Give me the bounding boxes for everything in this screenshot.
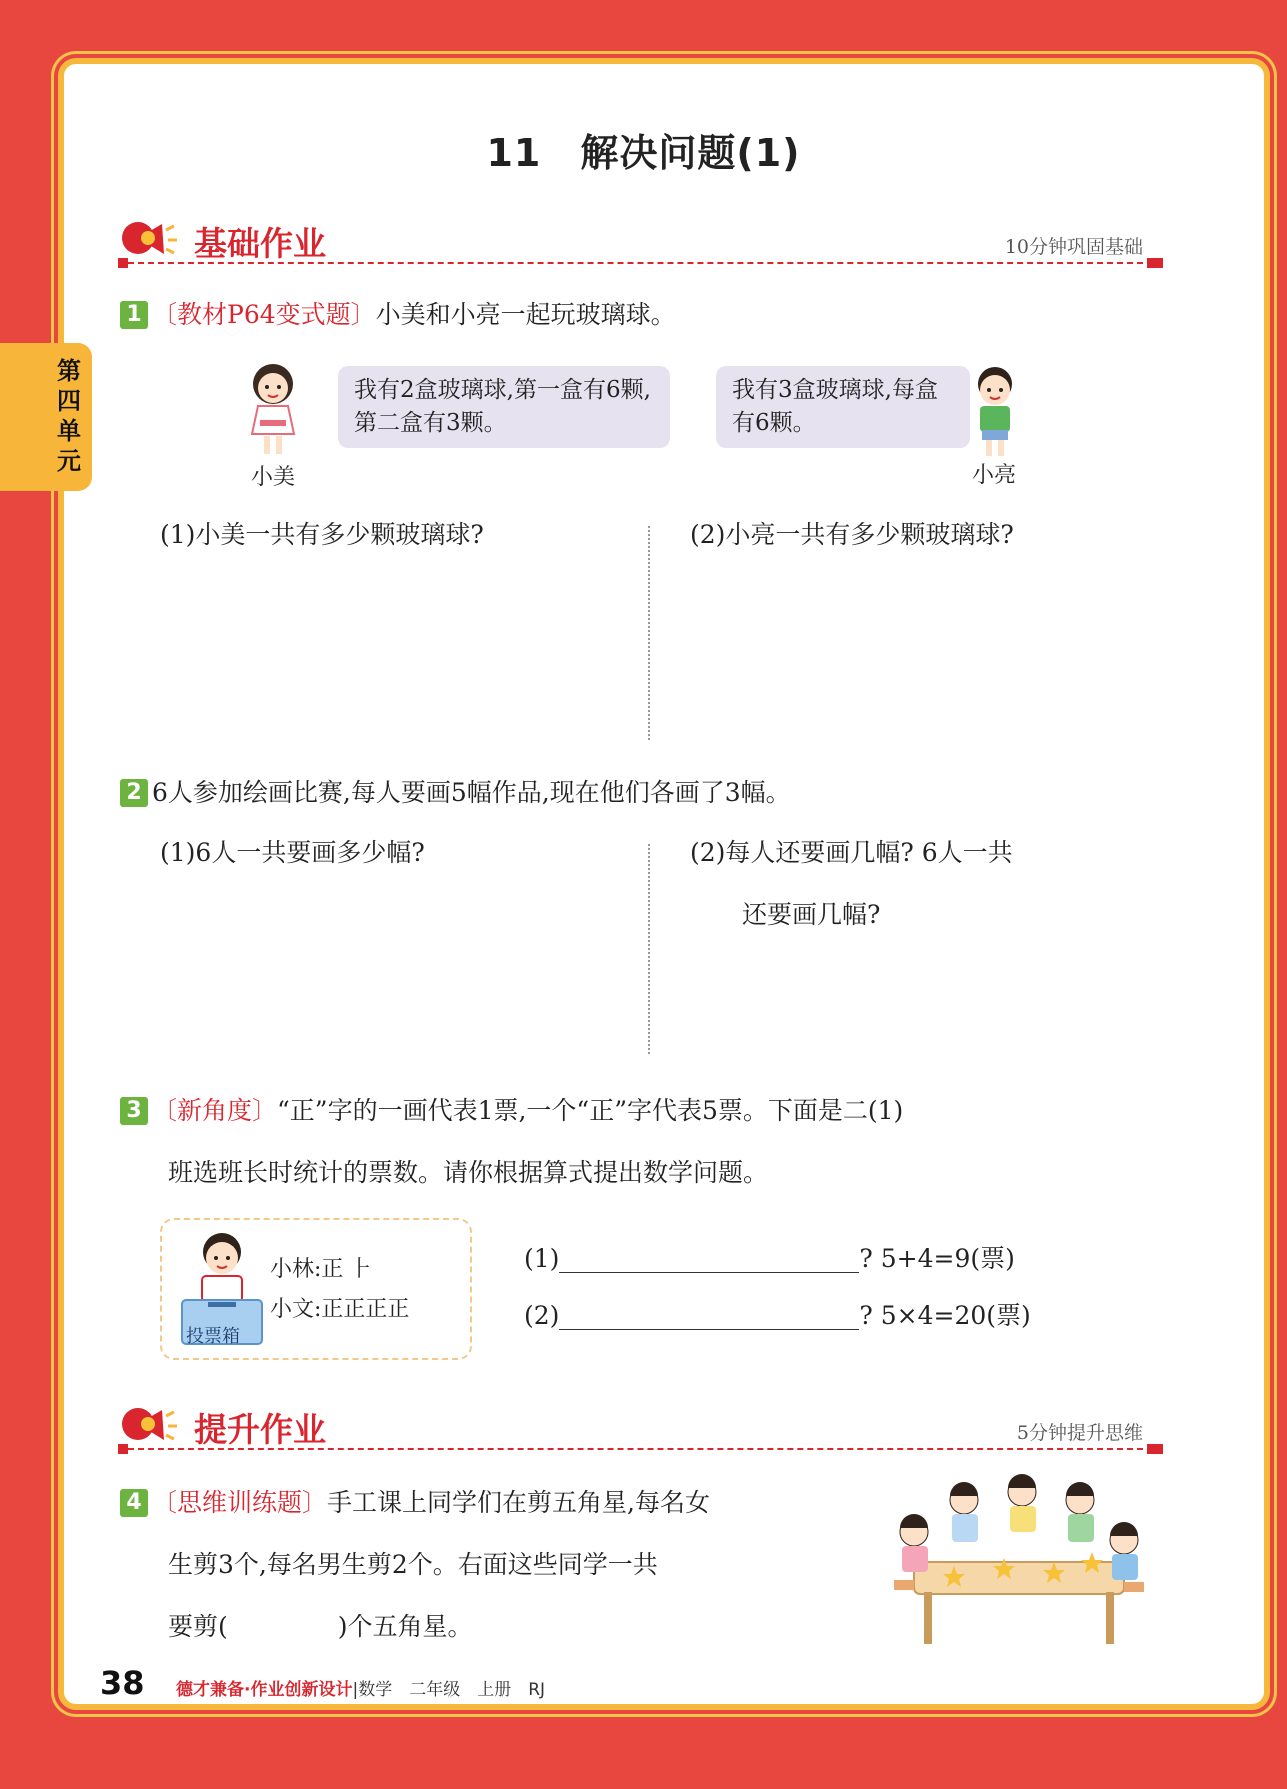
question-text: “正”字的一画代表1票,一个“正”字代表5票。下面是二(1)	[277, 1096, 904, 1125]
section-basic-title: 基础作业	[194, 224, 326, 263]
section-advanced-divider	[118, 1448, 1163, 1450]
page-number: 38	[100, 1664, 145, 1702]
question-text: 6人参加绘画比赛,每人要画5幅作品,现在他们各画了3幅。	[152, 778, 791, 807]
divider-cap	[118, 258, 128, 268]
question-text: 手工课上同学们在剪五角星,每名女	[327, 1488, 710, 1517]
q4-answer-close: )个五角星。	[337, 1612, 473, 1641]
question-4-line2: 生剪3个,每名男生剪2个。右面这些同学一共	[168, 1550, 658, 1579]
q3-item2	[524, 1297, 1031, 1335]
answer-blank-2[interactable]	[559, 1301, 859, 1330]
section-basic-header	[118, 214, 1163, 274]
divider-cap	[1147, 1444, 1163, 1454]
question-3-line2: 班选班长时统计的票数。请你根据算式提出数学问题。	[168, 1158, 769, 1187]
classroom-table-illustration	[884, 1470, 1154, 1650]
answer-blank-1[interactable]	[559, 1244, 859, 1273]
unit-tab-label: 第四单元	[57, 357, 81, 475]
q2-sub2-line1: (2)每人还要画几幅? 6人一共	[690, 838, 1013, 867]
q3-item2-formula: ? 5×4=20(票)	[859, 1301, 1031, 1330]
girl-illustration	[238, 358, 308, 458]
section-advanced-note: 5分钟提升思维	[1016, 1422, 1143, 1444]
bell-icon	[118, 216, 178, 264]
speech-bubble-right: 我有3盒玻璃球,每盒有6颗。	[716, 366, 970, 448]
tally-xiaowen: 小文:正正正正	[270, 1297, 410, 1322]
question-tag: 〔思维训练题〕	[152, 1488, 328, 1517]
question-number: 1	[120, 301, 148, 329]
q1-divider	[648, 526, 650, 740]
divider-cap	[1147, 258, 1163, 268]
q3-item1-formula: ? 5+4=9(票)	[859, 1244, 1015, 1273]
q2-sub1: (1)6人一共要画多少幅?	[160, 838, 425, 867]
section-basic-divider	[118, 262, 1163, 264]
divider-cap	[118, 1444, 128, 1454]
section-basic-note: 10分钟巩固基础	[1004, 236, 1143, 258]
footer-book-info: |数学 二年级 上册 RJ	[352, 1680, 546, 1700]
question-tag: 〔新角度〕	[152, 1096, 278, 1125]
q3-item1-label: (1)	[524, 1244, 560, 1273]
q2-sub2-line2: 还要画几幅?	[742, 900, 881, 929]
question-number: 2	[120, 779, 148, 807]
bell-icon	[118, 1402, 178, 1450]
q4-answer-open: 要剪(	[168, 1612, 228, 1641]
q3-item2-label: (2)	[524, 1301, 560, 1330]
girl-name: 小美	[251, 465, 296, 490]
question-number: 4	[120, 1489, 148, 1517]
question-3	[120, 1094, 903, 1128]
question-2	[120, 776, 791, 810]
tally-xiaolin: 小林:正 ⺊	[270, 1257, 373, 1282]
boy-illustration	[960, 360, 1030, 460]
section-advanced-header	[118, 1400, 1163, 1460]
question-text: 小美和小亮一起玩玻璃球。	[375, 300, 676, 329]
question-4-line3	[168, 1610, 473, 1644]
q1-sub1: (1)小美一共有多少颗玻璃球?	[160, 520, 484, 549]
boy-name: 小亮	[972, 463, 1017, 488]
question-4	[120, 1486, 710, 1520]
page-title: 11 解决问题(1)	[486, 131, 801, 175]
q2-divider	[648, 844, 650, 1054]
q3-item1	[524, 1240, 1015, 1278]
footer-brand: 德才兼备·作业创新设计	[176, 1680, 353, 1700]
ballot-box-label: 投票箱	[186, 1326, 240, 1347]
speech-bubble-left: 我有2盒玻璃球,第一盒有6颗,第二盒有3颗。	[338, 366, 670, 448]
question-number: 3	[120, 1097, 148, 1125]
question-1	[120, 298, 676, 332]
footer-text	[176, 1675, 545, 1700]
q1-sub2: (2)小亮一共有多少颗玻璃球?	[690, 520, 1014, 549]
question-tag: 〔教材P64变式题〕	[152, 300, 376, 329]
section-advanced-title: 提升作业	[194, 1410, 326, 1449]
